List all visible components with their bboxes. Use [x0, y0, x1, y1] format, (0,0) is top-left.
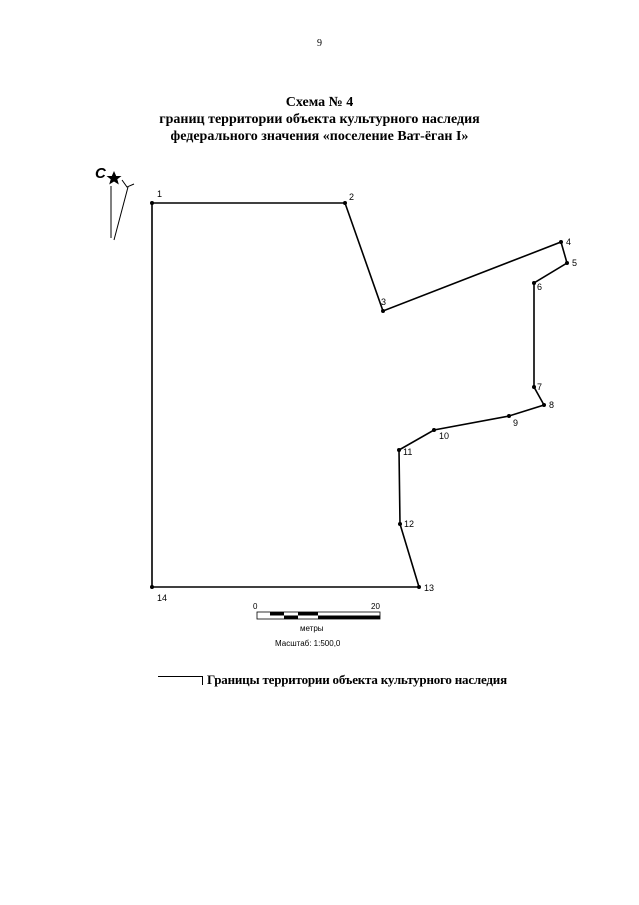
page-number: 9 — [317, 38, 322, 49]
vertex-label: 5 — [572, 258, 578, 268]
legend — [158, 672, 507, 694]
legend-boundary-symbol — [158, 676, 203, 685]
vertex-3 — [381, 309, 385, 313]
vertex-13 — [417, 585, 421, 589]
vertex-label: 10 — [439, 431, 450, 441]
vertex-9 — [507, 414, 511, 418]
vertex-6 — [532, 281, 536, 285]
vertex-7 — [532, 385, 536, 389]
vertex-label: 3 — [381, 297, 387, 307]
vertex-label: 11 — [403, 447, 413, 457]
north-arrow-head — [122, 180, 134, 187]
scale-segment — [270, 612, 284, 616]
scale-segment — [318, 616, 380, 620]
vertex-label: 2 — [349, 192, 355, 202]
boundary-vertices — [150, 201, 572, 589]
scale-ratio-label: Масштаб: 1:500,0 — [275, 639, 341, 648]
vertex-label: 6 — [537, 282, 543, 292]
vertex-label: 4 — [566, 237, 572, 247]
scale-start-label: 0 — [253, 602, 258, 611]
scale-end-label: 20 — [371, 602, 380, 611]
north-star-icon — [107, 171, 122, 185]
vertex-4 — [559, 240, 563, 244]
vertex-12 — [398, 522, 402, 526]
boundary-outline — [152, 203, 567, 587]
vertex-label: 7 — [537, 382, 543, 392]
vertex-8 — [542, 403, 546, 407]
vertex-label: 8 — [549, 400, 555, 410]
north-arrow-diagonal — [114, 187, 128, 240]
scheme-subtitle-line-2: федерального значения «поселение Ват-ёган I» — [170, 129, 469, 144]
scheme-title: Схема № 4 — [285, 95, 354, 110]
vertex-1 — [150, 201, 154, 205]
north-letter: С — [95, 165, 106, 182]
vertex-label: 12 — [404, 519, 415, 529]
scale-segment — [298, 612, 318, 616]
scale-units-label: метры — [300, 624, 324, 633]
vertex-label: 1 — [157, 189, 163, 199]
vertex-5 — [565, 261, 569, 265]
vertex-label: 9 — [513, 418, 519, 428]
scale-bar — [253, 602, 380, 648]
vertex-label: 13 — [424, 583, 435, 593]
vertex-label: 14 — [157, 593, 168, 603]
scheme-subtitle-line-1: границ территории объекта культурного наследия — [159, 112, 480, 127]
vertex-11 — [397, 448, 401, 452]
heritage-boundary — [152, 203, 567, 587]
scale-segment — [284, 616, 298, 620]
vertex-14 — [150, 585, 154, 589]
north-arrow — [95, 165, 134, 240]
vertex-10 — [432, 428, 436, 432]
vertex-2 — [343, 201, 347, 205]
legend-label: Границы территории объекта культурного наследия — [207, 672, 507, 687]
vertex-labels — [157, 189, 577, 603]
